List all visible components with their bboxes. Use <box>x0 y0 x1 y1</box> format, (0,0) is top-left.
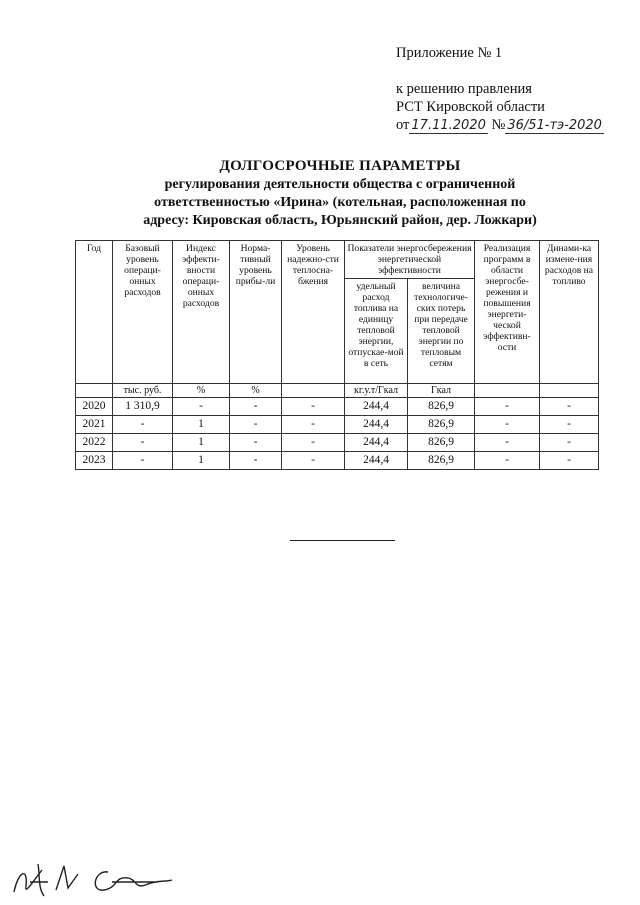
cell-year: 2020 <box>76 398 113 416</box>
decision-line-2: РСТ Кировской области <box>396 99 545 115</box>
cell-heat-losses: 826,9 <box>408 452 475 470</box>
header-heat-losses: величина технологиче-ских потерь при передаче тепловой энергии по тепловым сетям <box>408 279 475 384</box>
cell-normative-profit: - <box>230 452 282 470</box>
decision-date: 17.11.2020 <box>411 118 486 133</box>
unit-base-costs: тыс. руб. <box>113 384 173 398</box>
unit-heat-losses: Гкал <box>408 384 475 398</box>
header-year: Год <box>76 241 113 384</box>
cell-efficiency-index: - <box>173 398 230 416</box>
unit-normative-profit: % <box>230 384 282 398</box>
end-divider <box>290 540 395 541</box>
title-line-2: ответственностью «Ирина» (котельная, расположенная по <box>154 195 526 210</box>
table-row <box>76 452 599 470</box>
cell-fuel-consumption: 244,4 <box>345 434 408 452</box>
number-prefix: № <box>491 117 506 133</box>
cell-efficiency-index: 1 <box>173 416 230 434</box>
decision-number: 36/51-тэ-2020 <box>507 118 602 133</box>
cell-normative-profit: - <box>230 398 282 416</box>
table-row <box>76 434 599 452</box>
header-efficiency-index: Индекс эффекти-вности операци-онных расходов <box>173 241 230 384</box>
cell-fuel-consumption: 244,4 <box>345 452 408 470</box>
unit-year <box>76 384 113 398</box>
cell-programs: - <box>475 398 540 416</box>
cell-heat-losses: 826,9 <box>408 416 475 434</box>
cell-programs: - <box>475 434 540 452</box>
cell-fuel-dynamics: - <box>540 398 599 416</box>
cell-fuel-dynamics: - <box>540 434 599 452</box>
header-fuel-dynamics: Динами-ка измене-ния расходов на топливо <box>540 241 599 384</box>
cell-normative-profit: - <box>230 416 282 434</box>
cell-base-costs: - <box>113 416 173 434</box>
unit-fuel-dynamics <box>540 384 599 398</box>
cell-base-costs: - <box>113 434 173 452</box>
document-title <box>100 156 580 230</box>
cell-fuel-dynamics: - <box>540 452 599 470</box>
unit-efficiency-index: % <box>173 384 230 398</box>
cell-fuel-dynamics: - <box>540 416 599 434</box>
cell-base-costs: - <box>113 452 173 470</box>
appendix-label: Приложение № 1 <box>396 45 503 61</box>
header-fuel-consumption: удельный расход топлива на единицу тепловой энергии, отпускае-мой в сеть <box>345 279 408 384</box>
parameters-table <box>75 240 599 470</box>
header-normative-profit: Норма-тивный уровень прибы-ли <box>230 241 282 384</box>
decision-date-number <box>396 116 604 135</box>
cell-fuel-consumption: 244,4 <box>345 416 408 434</box>
cell-year: 2022 <box>76 434 113 452</box>
cell-reliability: - <box>282 416 345 434</box>
cell-year: 2021 <box>76 416 113 434</box>
units-row <box>76 384 599 398</box>
cell-fuel-consumption: 244,4 <box>345 398 408 416</box>
cell-base-costs: 1 310,9 <box>113 398 173 416</box>
cell-reliability: - <box>282 398 345 416</box>
handwritten-signature <box>8 852 178 902</box>
header-base-costs: Базовый уровень операци-онных расходов <box>113 241 173 384</box>
cell-programs: - <box>475 416 540 434</box>
unit-fuel-consumption: кг.у.т/Гкал <box>345 384 408 398</box>
cell-year: 2023 <box>76 452 113 470</box>
title-line-1: регулирования деятельности общества с ограниченной <box>164 177 516 192</box>
cell-heat-losses: 826,9 <box>408 398 475 416</box>
header-energy-group: Показатели энергосбережения энергетической эффективности <box>345 241 475 279</box>
table-row <box>76 416 599 434</box>
cell-heat-losses: 826,9 <box>408 434 475 452</box>
title-line-3: адресу: Кировская область, Юрьянский район, дер. Ложкари) <box>143 213 537 228</box>
cell-efficiency-index: 1 <box>173 434 230 452</box>
table-row <box>76 398 599 416</box>
decision-reference <box>396 80 604 135</box>
decision-line-1: к решению правления <box>396 81 532 97</box>
title-main: ДОЛГОСРОЧНЫЕ ПАРАМЕТРЫ <box>219 158 461 174</box>
unit-reliability <box>282 384 345 398</box>
cell-efficiency-index: 1 <box>173 452 230 470</box>
unit-programs <box>475 384 540 398</box>
date-prefix: от <box>396 117 410 133</box>
cell-reliability: - <box>282 434 345 452</box>
header-row-1 <box>76 241 599 279</box>
cell-normative-profit: - <box>230 434 282 452</box>
header-programs: Реализация программ в области энергосбе-режения и повышения энергети-ческой эффективн-ости <box>475 241 540 384</box>
cell-programs: - <box>475 452 540 470</box>
header-reliability: Уровень надежно-сти теплосна-бжения <box>282 241 345 384</box>
cell-reliability: - <box>282 452 345 470</box>
